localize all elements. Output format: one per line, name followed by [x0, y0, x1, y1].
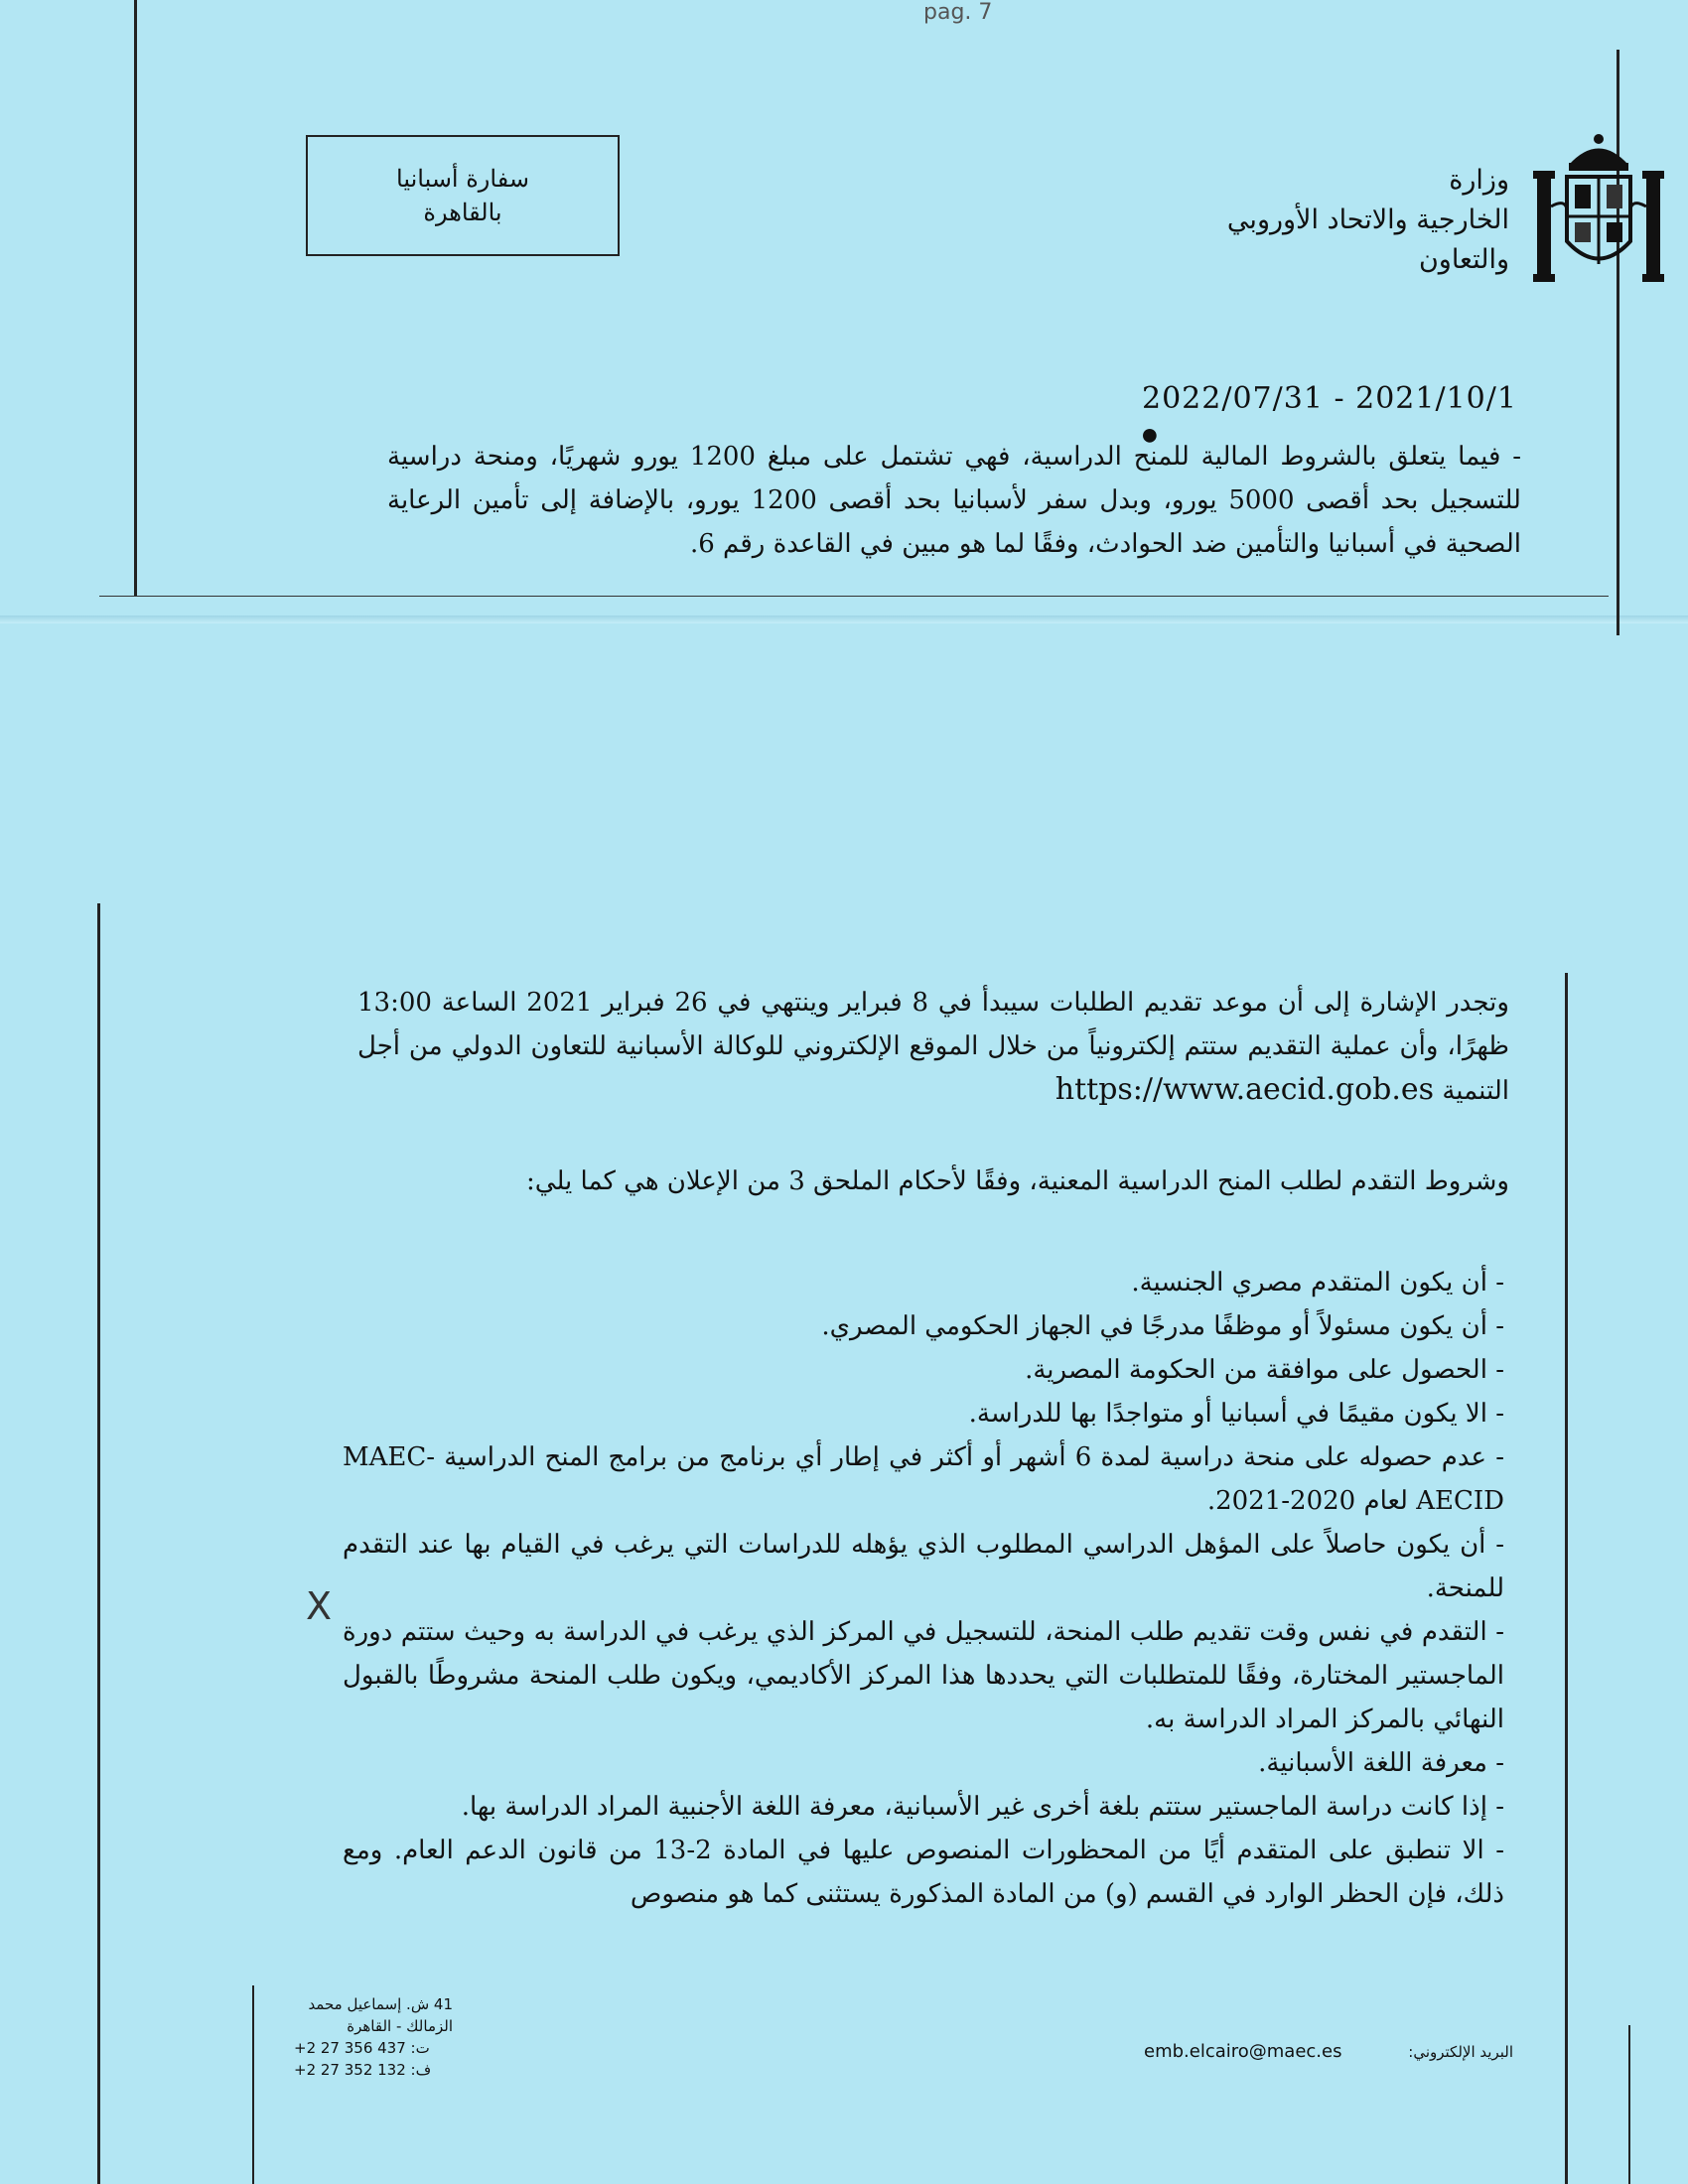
- separator-line: [99, 596, 1609, 597]
- margin-line: [97, 903, 100, 2184]
- footer-address: [294, 1993, 453, 2081]
- list-item: - معرفة اللغة الأسبانية.: [343, 1741, 1504, 1785]
- address-line: 41 ش. إسماعيل محمد: [308, 1995, 453, 2013]
- margin-line: [134, 0, 137, 596]
- ministry-line: وزارة: [1449, 165, 1509, 196]
- email-label: البريد الإلكتروني:: [1408, 2043, 1513, 2061]
- list-item: - عدم حصوله على منحة دراسية لمدة 6 أشهر أو أكثر في إطار أي برنامج من برامج المنح الدراسية MAEC-AECID لعام 2020-2021.: [343, 1435, 1504, 1523]
- list-item: - التقدم في نفس وقت تقديم طلب المنحة، للتسجيل في المركز الذي يرغب في الدراسة به وحيث ستتم دورة الماجستير المختارة، وفقًا للمتطلبات التي يحددها هذا المركز الأكاديمي، ويكون طلب المنحة مشروطًا بالقبول النهائي بالمركز المراد الدراسة به.: [343, 1610, 1504, 1741]
- conditions-intro: وشروط التقدم لطلب المنح الدراسية المعنية، وفقًا لأحكام الملحق 3 من الإعلان هي كما يلي:: [526, 1166, 1509, 1196]
- aecid-link[interactable]: https://www.aecid.gob.es: [1055, 1072, 1435, 1107]
- margin-line: [1628, 2025, 1630, 2184]
- conditions-list: [343, 1261, 1504, 1916]
- phone-number: +2 27 356 437 :ت: [294, 2039, 430, 2057]
- margin-x-mark: X: [306, 1584, 333, 1628]
- page-fold: [0, 615, 1688, 623]
- list-item: - الا يكون مقيمًا في أسبانيا أو متواجدًا بها للدراسة.: [343, 1392, 1504, 1435]
- application-intro-paragraph: [357, 981, 1509, 1113]
- embassy-box: [306, 135, 620, 256]
- embassy-line: بالقاهرة: [423, 199, 502, 226]
- embassy-line: سفارة أسبانيا: [396, 165, 529, 193]
- date-range-text: 2022/07/31 - 2021/10/1: [1142, 381, 1517, 416]
- email-address[interactable]: emb.elcairo@maec.es: [1144, 2041, 1342, 2062]
- ministry-line: والتعاون: [1418, 244, 1509, 275]
- page-mark: pag. 7: [923, 0, 993, 25]
- bullet-icon: ●: [1142, 424, 1159, 446]
- list-item: - الا تنطبق على المتقدم أيًا من المحظورات المنصوص عليها في المادة 2-13 من قانون الدعم العام. ومع ذلك، فإن الحظر الوارد في القسم (و) من المادة المذكورة يستثنى كما هو منصوص: [343, 1829, 1504, 1916]
- coat-of-arms-icon: [1529, 127, 1668, 296]
- list-item: - إذا كانت دراسة الماجستير ستتم بلغة أخرى غير الأسبانية، معرفة اللغة الأجنبية المراد الدراسة بها.: [343, 1785, 1504, 1829]
- list-item: - أن يكون حاصلاً على المؤهل الدراسي المطلوب الذي يؤهله للدراسات التي يرغب في القيام بها عند التقدم للمنحة.: [343, 1523, 1504, 1610]
- ministry-name: [1112, 161, 1509, 280]
- financial-terms-paragraph: - فيما يتعلق بالشروط المالية للمنح الدراسية، فهي تشتمل على مبلغ 1200 يورو شهريًا، ومنحة دراسية للتسجيل بحد أقصى 5000 يورو، وبدل سفر لأسبانيا بحد أقصى 1200 يورو، بالإضافة إلى تأمين الرعاية الصحية في أسبانيا والتأمين ضد الحوادث، وفقًا لما هو مبين في القاعدة رقم 6.: [387, 442, 1521, 559]
- footer-email: [1144, 2041, 1513, 2062]
- fax-number: +2 27 352 132 :ف: [294, 2061, 432, 2079]
- list-item: - أن يكون مسئولاً أو موظفًا مدرجًا في الجهاز الحكومي المصري.: [343, 1304, 1504, 1348]
- address-line: الزمالك - القاهرة: [347, 2017, 453, 2035]
- ministry-line: الخارجية والاتحاد الأوروبي: [1226, 205, 1509, 235]
- margin-line: [1565, 973, 1568, 2184]
- margin-line: [252, 1985, 254, 2184]
- list-item: - الحصول على موافقة من الحكومة المصرية.: [343, 1348, 1504, 1392]
- list-item: - أن يكون المتقدم مصري الجنسية.: [343, 1261, 1504, 1304]
- application-intro-text: وتجدر الإشارة إلى أن موعد تقديم الطلبات سيبدأ في 8 فبراير وينتهي في 26 فبراير 2021 الساعة 13:00 ظهرًا، وأن عملية التقديم ستتم إلكترونياً من خلال الموقع الإلكتروني للوكالة الأسبانية للتعاون الدولي من أجل التنمية: [357, 988, 1509, 1106]
